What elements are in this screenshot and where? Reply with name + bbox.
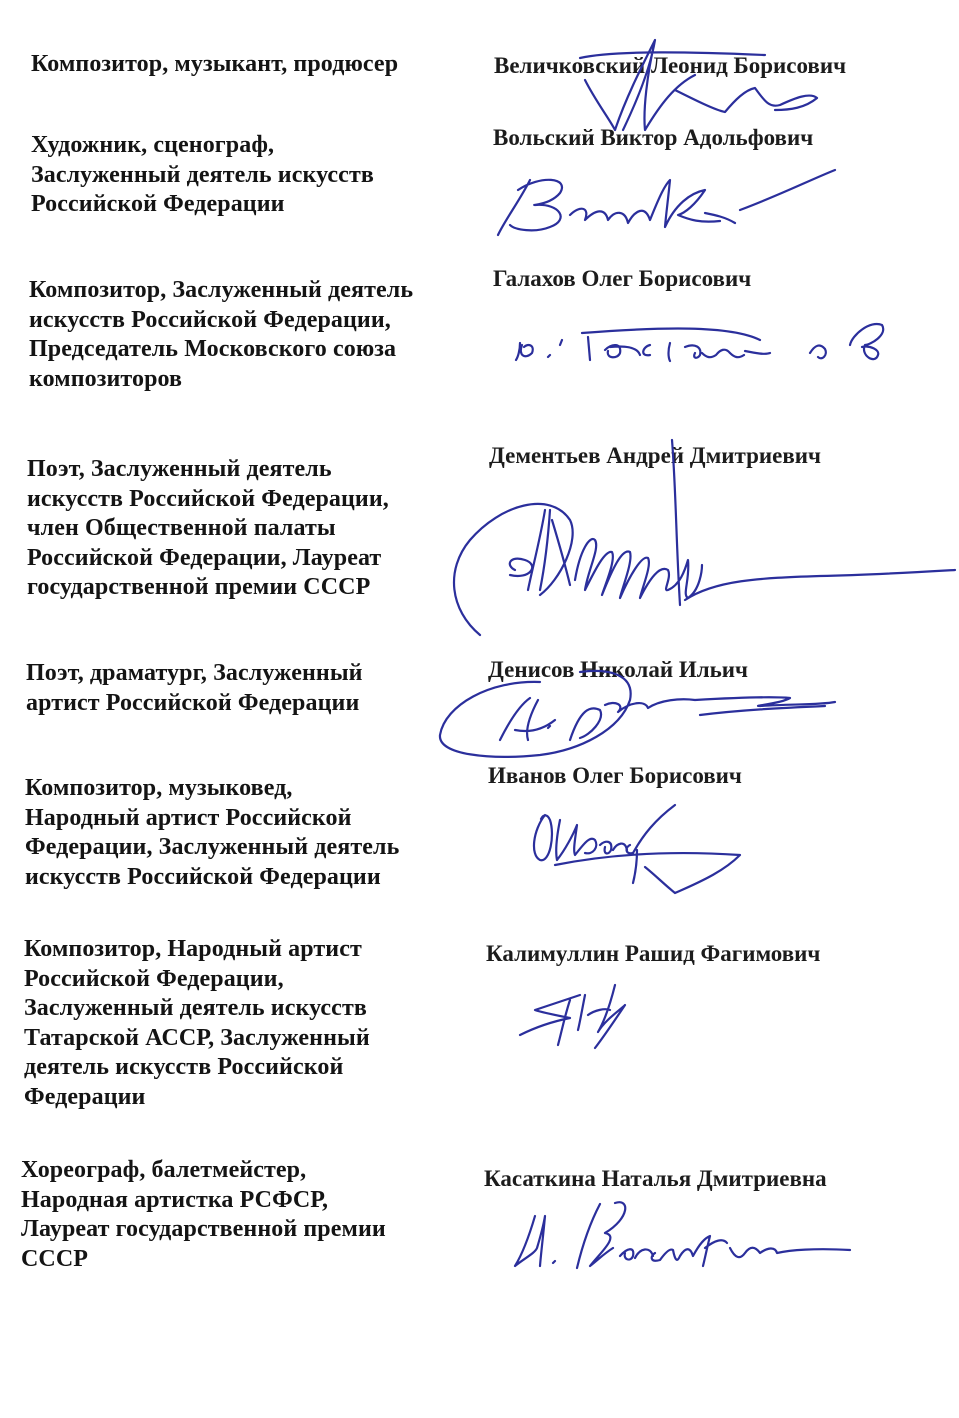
- signatory-name: Денисов Николай Ильич: [488, 657, 748, 682]
- title-line: Татарской АССР, Заслуженный: [24, 1024, 370, 1051]
- signature-kasatkina: [505, 1198, 865, 1278]
- title-line: искусств Российской Федерации: [25, 863, 381, 890]
- title-line: артист Российской Федерации: [26, 689, 360, 716]
- title-line: Народный артист Российской: [25, 804, 352, 831]
- title-line: искусств Российской Федерации,: [27, 485, 389, 512]
- signatory-name: Галахов Олег Борисович: [493, 266, 752, 291]
- title-line: член Общественной палаты: [27, 515, 336, 541]
- signatory-title: [24, 935, 370, 1112]
- title-line: Художник, сценограф,: [31, 132, 275, 158]
- title-line: Лауреат государственной премии: [21, 1216, 386, 1242]
- title-line: искусств Российской Федерации,: [29, 306, 391, 333]
- signatory-name: Вольский Виктор Адольфович: [493, 125, 814, 150]
- title-line: Федерации, Заслуженный деятель: [25, 834, 400, 860]
- title-line: Композитор, музыкант, продюсер: [31, 51, 399, 77]
- signatory-name: Касаткина Наталья Дмитриевна: [484, 1166, 827, 1191]
- signature-dementyev: [440, 430, 959, 640]
- signatory-title: [26, 659, 363, 718]
- title-line: Российской Федерации,: [24, 965, 284, 992]
- signatory-title: [21, 1156, 386, 1274]
- title-line: государственной премии СССР: [27, 574, 371, 600]
- signatory-name: Величковский Леонид Борисович: [494, 53, 847, 78]
- signatory-title: [27, 455, 389, 603]
- title-line: Композитор, Заслуженный деятель: [29, 277, 414, 303]
- title-line: Заслуженный деятель искусств: [31, 161, 374, 188]
- signatory-name: Иванов Олег Борисович: [488, 763, 742, 788]
- signatory-title: [25, 774, 399, 892]
- title-line: Композитор, Народный артист: [24, 936, 362, 962]
- signatory-title: [31, 131, 374, 220]
- title-line: Народная артистка РСФСР,: [21, 1186, 329, 1213]
- signature-galakhov: [510, 315, 900, 375]
- title-line: Поэт, драматург, Заслуженный: [26, 660, 363, 686]
- title-line: Хореограф, балетмейстер,: [21, 1157, 307, 1183]
- signature-kalimullin: [510, 980, 650, 1050]
- title-line: Композитор, музыковед,: [25, 775, 293, 801]
- signatory-name: Дементьев Андрей Дмитриевич: [489, 443, 821, 468]
- title-line: Поэт, Заслуженный деятель: [27, 456, 332, 482]
- title-line: деятель искусств Российской: [24, 1054, 344, 1080]
- title-line: Председатель Московского союза: [29, 336, 397, 362]
- title-line: Российской Федерации: [31, 191, 285, 217]
- signatory-name: Калимуллин Рашид Фагимович: [486, 941, 821, 966]
- title-line: Заслуженный деятель искусств: [24, 995, 367, 1021]
- signature-volsky: [490, 165, 850, 245]
- signatory-title: [29, 276, 413, 394]
- signature-denisov: [430, 660, 850, 770]
- title-line: Российской Федерации, Лауреат: [27, 544, 382, 571]
- signature-ivanov: [525, 795, 755, 895]
- title-line: Федерации: [24, 1083, 146, 1110]
- title-line: композиторов: [29, 365, 183, 392]
- title-line: СССР: [21, 1245, 89, 1272]
- signatory-title: [31, 50, 398, 80]
